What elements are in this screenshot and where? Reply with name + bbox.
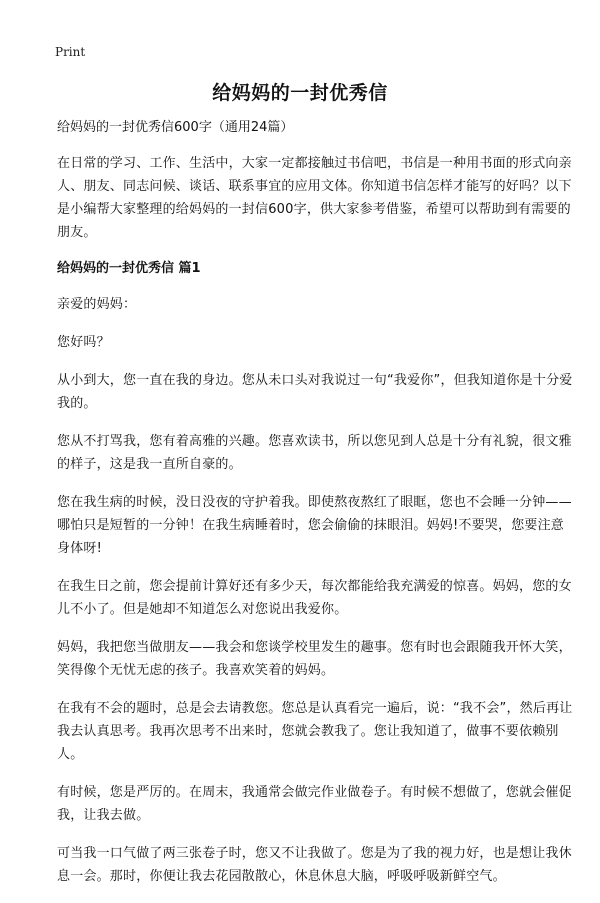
letter-paragraph: 可当我一口气做了两三张卷子时，您又不让我做了。您是为了我的视力好，也是想让我休息一会。那时，你便让我去花园散散心，休息休息大脑，呼吸呼吸新鲜空气。 [57, 846, 572, 884]
page-title: 给妈妈的一封优秀信 [212, 82, 388, 104]
letter-paragraph: 妈妈，我把您当做朋友——我会和您谈学校里发生的趣事。您有时也会跟随我开怀大笑，笑得像个无忧无虑的孩子。我喜欢笑着的妈妈。 [57, 640, 572, 678]
intro-paragraph: 在日常的学习、工作、生活中，大家一定都接触过书信吧，书信是一种用书面的形式向亲人、朋友、同志问候、谈话、联系事宜的应用文体。你知道书信怎样才能写的好吗？以下是小编帮大家整理的给妈妈的一封信600字，供大家参考借鉴，希望可以帮助到有需要的朋友。 [57, 156, 572, 240]
article-body [57, 118, 577, 903]
letter-paragraph: 在我生日之前，您会提前计算好还有多少天，每次都能给我充满爱的惊喜。妈妈，您的女儿不小了。但是她却不知道怎么对您说出我爱你。 [57, 579, 572, 617]
letter-greeting: 亲爱的妈妈： [57, 297, 137, 312]
letter-paragraph: 您在我生病的时候，没日没夜的守护着我。即使熬夜熬红了眼眶，您也不会睡一分钟——哪怕只是短暂的一分钟！在我生病睡着时，您会偷偷的抹眼泪。妈妈!不要哭，您要注意身体呀! [57, 495, 572, 556]
letter-paragraph: 您从不打骂我，您有着高雅的兴趣。您喜欢读书，所以您见到人总是十分有礼貌，很文雅的样子，这是我一直所自豪的。 [57, 434, 572, 472]
letter-paragraph: 从小到大，您一直在我的身边。您从未口头对我说过一句“我爱你”，但我知道你是十分爱我的。 [57, 373, 573, 411]
letter-paragraph: 在我有不会的题时，总是会去请教您。您总是认真看完一遍后，说：“我不会”，然后再让我去认真思考。我再次思考不出来时，您就会教我了。您让我知道了，做事不要依赖别人。 [57, 701, 573, 762]
section-heading: 给妈妈的一封优秀信 篇1 [57, 261, 201, 276]
letter-paragraph: 有时候，您是严厉的。在周末，我通常会做完作业做卷子。有时候不想做了，您就会催促我，让我去做。 [57, 785, 572, 823]
letter-opening: 您好吗？ [57, 335, 110, 350]
article-subtitle: 给妈妈的一封优秀信600字（通用24篇） [57, 120, 294, 135]
print-link[interactable]: Print [55, 45, 86, 59]
